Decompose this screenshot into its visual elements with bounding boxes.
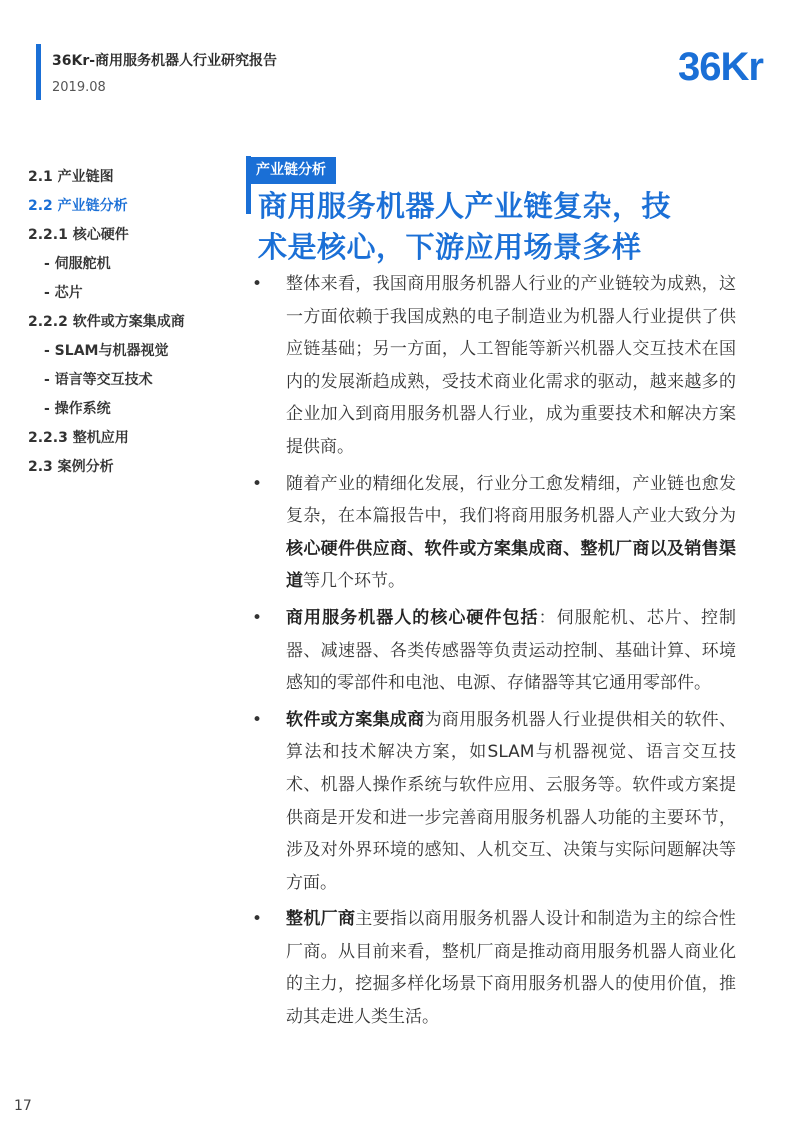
bullet-bold-text: 软件或方案集成商 — [286, 709, 425, 730]
toc-item-chip[interactable]: - 芯片 — [44, 285, 83, 301]
logo-text: 36Kr — [678, 45, 763, 89]
report-date: 2019.08 — [52, 80, 106, 95]
bullet-bold-text: 商用服务机器人的核心硬件包括 — [286, 607, 539, 628]
toc-item-2-2[interactable]: 2.2 产业链分析 — [28, 198, 128, 214]
bullet-marker: • — [252, 473, 263, 494]
bullet-industry-chain — [252, 468, 736, 598]
bullet-marker: • — [252, 607, 263, 628]
toc-item-2-2-1[interactable]: 2.2.1 核心硬件 — [28, 227, 129, 243]
toc-item-2-1[interactable]: 2.1 产业链图 — [28, 169, 114, 185]
toc-item-2-2-3[interactable]: 2.2.3 整机应用 — [28, 430, 129, 446]
bullet-manufacturer — [252, 903, 736, 1033]
bullet-text: 等几个环节。 — [303, 571, 405, 592]
bullet-software-integrator — [252, 704, 736, 900]
bullet-bold-text: 核心硬件供应商、软件或方案集成商、整机厂商以及销售渠道 — [286, 538, 736, 592]
bullet-text: 随着产业的精细化发展，行业分工愈发精细，产业链也愈发复杂，在本篇报告中，我们将商用服务机器人产业大致分为 — [286, 473, 736, 527]
section-heading — [258, 186, 738, 268]
report-title: 36Kr-商用服务机器人行业研究报告 — [52, 53, 278, 69]
table-of-contents — [28, 166, 238, 485]
bullet-marker: • — [252, 709, 263, 730]
toc-item-2-3[interactable]: 2.3 案例分析 — [28, 459, 114, 475]
bullet-marker: • — [252, 909, 263, 930]
page-number: 17 — [14, 1098, 32, 1114]
bullet-list — [252, 268, 736, 1038]
header-accent-bar — [36, 44, 41, 100]
bullet-text: ：伺服舵机、芯片、控制器、减速器、各类传感器等负责运动控制、基础计算、环境感知的零部件和电池、电源、存储器等其它通用零部件。 — [286, 607, 737, 694]
heading-line-1: 商用服务机器人产业链复杂，技 — [258, 189, 672, 223]
bullet-overview — [252, 268, 736, 464]
section-tag: 产业链分析 — [248, 157, 336, 184]
bullet-text: 主要指以商用服务机器人设计和制造为主的综合性厂商。从目前来看，整机厂商是推动商用服务机器人商业化的主力，挖掘多样化场景下商用服务机器人的使用价值，推动其走进人类生活。 — [286, 909, 737, 1028]
bullet-core-hardware — [252, 602, 736, 700]
bullet-text: 整体来看，我国商用服务机器人行业的产业链较为成熟，这一方面依赖于我国成熟的电子制造业为机器人行业提供了供应链基础；另一方面，人工智能等新兴机器人交互技术在国内的发展渐趋成熟，受技术商业化需求的驱动，越来越多的企业加入到商用服务机器人行业，成为重要技术和解决方案提供商。 — [286, 274, 736, 457]
toc-item-os[interactable]: - 操作系统 — [44, 401, 111, 417]
bullet-bold-text: 整机厂商 — [286, 909, 356, 930]
bullet-marker: • — [252, 274, 263, 294]
toc-item-servo[interactable]: - 伺服舵机 — [44, 256, 111, 272]
heading-line-2: 术是核心，下游应用场景多样 — [258, 230, 642, 264]
toc-item-slam[interactable]: - SLAM与机器视觉 — [44, 343, 169, 359]
36kr-logo — [676, 36, 772, 96]
bullet-text: 为商用服务机器人行业提供相关的软件、算法和技术解决方案，如SLAM与机器视觉、语言交互技术、机器人操作系统与软件应用、云服务等。软件或方案提供商是开发和进一步完善商用服务机器人功能的主要环节，涉及对外界环境的感知、人机交互、决策与实际问题解决等方面。 — [286, 709, 737, 893]
toc-item-interaction[interactable]: - 语言等交互技术 — [44, 372, 153, 388]
toc-item-2-2-2[interactable]: 2.2.2 软件或方案集成商 — [28, 314, 185, 330]
